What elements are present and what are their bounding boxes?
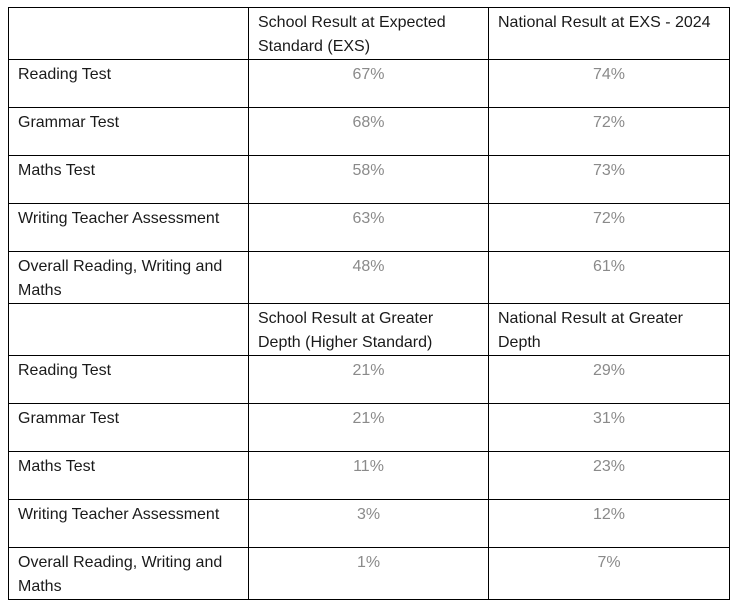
table-row (9, 108, 730, 156)
school-result: 21% (249, 356, 489, 404)
row-label: Reading Test (9, 356, 249, 404)
national-result: 31% (489, 404, 730, 452)
row-label: Grammar Test (9, 108, 249, 156)
school-result: 63% (249, 204, 489, 252)
row-label: Reading Test (9, 60, 249, 108)
row-label: Writing Teacher Assessment (9, 204, 249, 252)
gd-header-national: National Result at Greater Depth (489, 304, 730, 356)
table-row (9, 252, 730, 304)
school-result: 3% (249, 500, 489, 548)
table-row (9, 60, 730, 108)
school-result: 1% (249, 548, 489, 600)
national-result: 73% (489, 156, 730, 204)
exs-header-label (9, 8, 249, 60)
row-label: Overall Reading, Writing and Maths (9, 252, 249, 304)
table-row (9, 404, 730, 452)
table-row (9, 548, 730, 600)
national-result: 12% (489, 500, 730, 548)
national-result: 72% (489, 204, 730, 252)
national-result: 74% (489, 60, 730, 108)
exs-header-school: School Result at Expected Standard (EXS) (249, 8, 489, 60)
school-result: 68% (249, 108, 489, 156)
exs-header-row (9, 8, 730, 60)
national-result: 29% (489, 356, 730, 404)
row-label: Overall Reading, Writing and Maths (9, 548, 249, 600)
row-label: Grammar Test (9, 404, 249, 452)
gd-header-school: School Result at Greater Depth (Higher Standard) (249, 304, 489, 356)
row-label: Maths Test (9, 452, 249, 500)
row-label: Writing Teacher Assessment (9, 500, 249, 548)
row-label: Maths Test (9, 156, 249, 204)
gd-header-label (9, 304, 249, 356)
school-result: 67% (249, 60, 489, 108)
school-result: 58% (249, 156, 489, 204)
school-result: 48% (249, 252, 489, 304)
table-row (9, 156, 730, 204)
table-row (9, 204, 730, 252)
table-row (9, 452, 730, 500)
school-result: 11% (249, 452, 489, 500)
table-row (9, 500, 730, 548)
exs-header-national: National Result at EXS - 2024 (489, 8, 730, 60)
national-result: 23% (489, 452, 730, 500)
school-result: 21% (249, 404, 489, 452)
greater-depth-header-row (9, 304, 730, 356)
national-result: 7% (489, 548, 730, 600)
table-row (9, 356, 730, 404)
national-result: 72% (489, 108, 730, 156)
results-table (8, 7, 730, 600)
national-result: 61% (489, 252, 730, 304)
